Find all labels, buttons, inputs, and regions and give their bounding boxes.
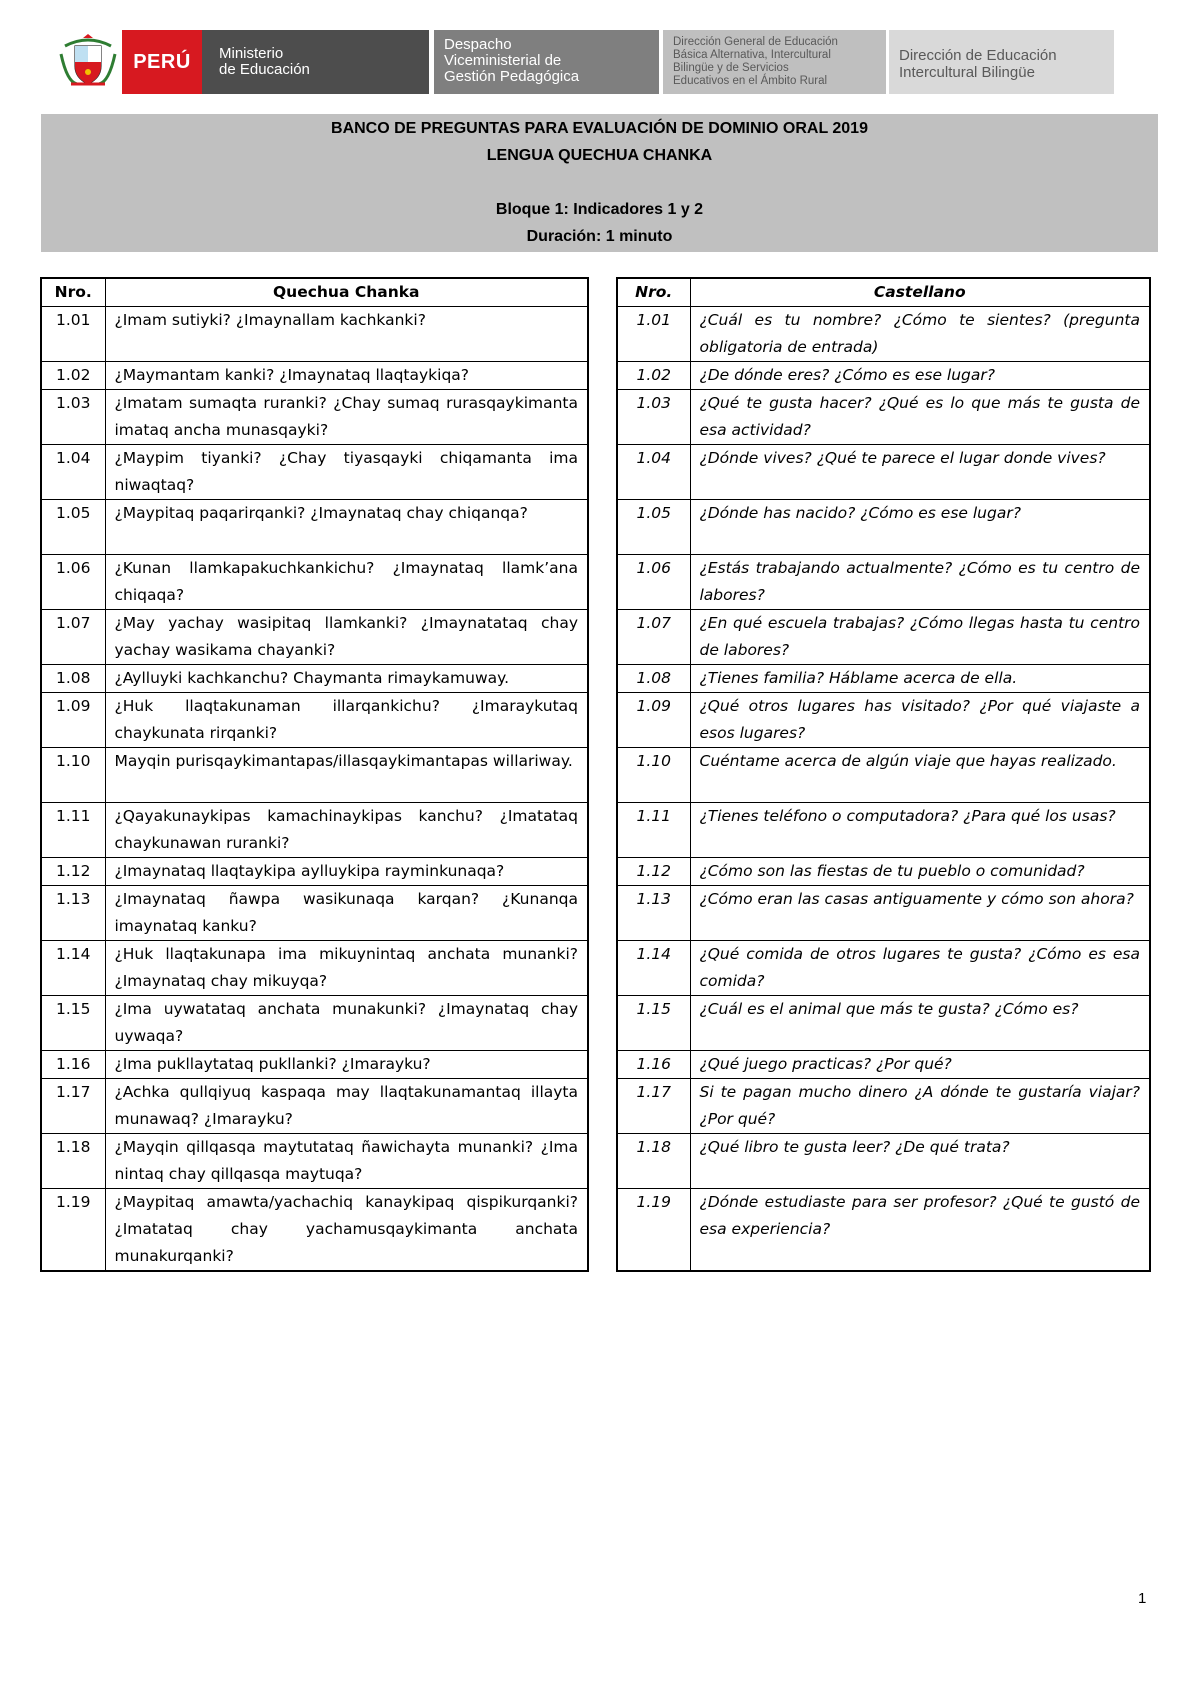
table-row: [41, 500, 588, 555]
ministerio-line-1: Ministerio: [219, 45, 284, 62]
question-text: ¿Cuál es tu nombre? ¿Cómo te sientes? (pregunta obligatoria de entrada): [690, 307, 1150, 362]
table-row: [41, 886, 588, 941]
deib-line-2: Intercultural Bilingüe: [899, 64, 1035, 81]
row-number: 1.16: [41, 1051, 105, 1079]
row-number: 1.12: [617, 858, 690, 886]
castellano-table: [616, 277, 1151, 1272]
question-text: Si te pagan mucho dinero ¿A dónde te gustaría viajar? ¿Por qué?: [690, 1079, 1150, 1134]
table-row: [617, 307, 1150, 362]
question-text: ¿Dónde vives? ¿Qué te parece el lugar donde vives?: [690, 445, 1150, 500]
row-number: 1.13: [41, 886, 105, 941]
row-number: 1.19: [41, 1189, 105, 1272]
row-number: 1.01: [41, 307, 105, 362]
table-row: [617, 1051, 1150, 1079]
question-text: ¿Dónde estudiaste para ser profesor? ¿Qué te gustó de esa experiencia?: [690, 1189, 1150, 1272]
table-row: [41, 803, 588, 858]
table-row: [41, 390, 588, 445]
table-header-row: [41, 278, 588, 307]
title-line-3: Bloque 1: Indicadores 1 y 2: [495, 201, 704, 218]
table-row: [617, 803, 1150, 858]
question-text: ¿Ima uywatataq anchata munakunki? ¿Imaynataq chay uywaqa?: [105, 996, 588, 1051]
direccion-eib-block: [889, 30, 1114, 94]
question-text: Mayqin purisqaykimantapas/illasqaykimantapas willariway.: [105, 748, 588, 803]
table-row: [41, 1051, 588, 1079]
question-text: ¿Qué comida de otros lugares te gusta? ¿Cómo es esa comida?: [690, 941, 1150, 996]
table-row: [617, 858, 1150, 886]
peru-coat-of-arms-icon: [57, 32, 119, 92]
column-header-nro: Nro.: [41, 278, 105, 307]
question-text: ¿Cómo son las fiestas de tu pueblo o comunidad?: [690, 858, 1150, 886]
header-logo-bar: [57, 30, 1117, 94]
table-row: [617, 886, 1150, 941]
table-row: [41, 665, 588, 693]
question-text: ¿Aylluyki kachkanchu? Chaymanta rimaykamuway.: [105, 665, 588, 693]
row-number: 1.06: [41, 555, 105, 610]
row-number: 1.09: [617, 693, 690, 748]
question-text: Cuéntame acerca de algún viaje que hayas realizado.: [690, 748, 1150, 803]
question-text: ¿Huk llaqtakunapa ima mikuynintaq anchata munanki? ¿Imaynataq chay mikuyqa?: [105, 941, 588, 996]
row-number: 1.17: [41, 1079, 105, 1134]
table-row: [617, 555, 1150, 610]
table-row: [617, 693, 1150, 748]
row-number: 1.13: [617, 886, 690, 941]
row-number: 1.02: [617, 362, 690, 390]
row-number: 1.04: [41, 445, 105, 500]
despacho-block: [434, 30, 659, 94]
question-text: ¿Cómo eran las casas antiguamente y cómo son ahora?: [690, 886, 1150, 941]
table-row: [617, 1079, 1150, 1134]
row-number: 1.07: [617, 610, 690, 665]
table-row: [617, 1134, 1150, 1189]
table-row: [617, 445, 1150, 500]
dgeb-line-2: Básica Alternativa, Intercultural: [673, 49, 831, 61]
question-text: ¿Imaynataq llaqtaykipa aylluykipa rayminkunaqa?: [105, 858, 588, 886]
row-number: 1.18: [41, 1134, 105, 1189]
question-text: ¿Imaynataq ñawpa wasikunaqa karqan? ¿Kunanqa imaynataq kanku?: [105, 886, 588, 941]
ministerio-line-2: de Educación: [219, 61, 310, 78]
row-number: 1.11: [41, 803, 105, 858]
row-number: 1.08: [41, 665, 105, 693]
table-row: [617, 941, 1150, 996]
question-text: ¿Maymantam kanki? ¿Imaynataq llaqtaykiqa?: [105, 362, 588, 390]
row-number: 1.17: [617, 1079, 690, 1134]
column-header-castellano: Castellano: [690, 278, 1150, 307]
row-number: 1.03: [41, 390, 105, 445]
table-row: [617, 1189, 1150, 1272]
peru-label: PERÚ: [122, 30, 202, 94]
table-row: [617, 996, 1150, 1051]
table-row: [41, 1189, 588, 1272]
table-row: [41, 555, 588, 610]
question-text: ¿Maypitaq amawta/yachachiq kanaykipaq qispikurqanki? ¿Imatataq chay yachamusqaykimanta anchata munakurqanki?: [105, 1189, 588, 1272]
despacho-line-2: Viceministerial de: [444, 52, 562, 69]
table-row: [41, 748, 588, 803]
table-row: [41, 941, 588, 996]
row-number: 1.19: [617, 1189, 690, 1272]
table-row: [617, 390, 1150, 445]
table-row: [41, 1079, 588, 1134]
table-row: [41, 693, 588, 748]
table-row: [41, 362, 588, 390]
table-row: [617, 748, 1150, 803]
row-number: 1.05: [617, 500, 690, 555]
question-text: ¿Qué otros lugares has visitado? ¿Por qué viajaste a esos lugares?: [690, 693, 1150, 748]
deib-line-1: Dirección de Educación: [899, 47, 1057, 64]
row-number: 1.18: [617, 1134, 690, 1189]
row-number: 1.14: [41, 941, 105, 996]
question-text: ¿Mayqin qillqasqa maytutataq ñawichayta munanki? ¿Ima nintaq chay qillqasqa maytuqa?: [105, 1134, 588, 1189]
question-text: ¿May yachay wasipitaq llamkanki? ¿Imaynatataq chay yachay wasikama chayanki?: [105, 610, 588, 665]
question-text: ¿Cuál es el animal que más te gusta? ¿Cómo es?: [690, 996, 1150, 1051]
question-text: ¿Maypim tiyanki? ¿Chay tiyasqayki chiqamanta ima niwaqtaq?: [105, 445, 588, 500]
direccion-general-block: [663, 30, 886, 94]
ministerio-block: [202, 30, 429, 94]
table-row: [41, 445, 588, 500]
row-number: 1.16: [617, 1051, 690, 1079]
row-number: 1.11: [617, 803, 690, 858]
row-number: 1.03: [617, 390, 690, 445]
table-row: [41, 1134, 588, 1189]
question-text: ¿Kunan llamkapakuchkankichu? ¿Imaynataq llamk’ana chiqaqa?: [105, 555, 588, 610]
page-number: 1: [1138, 1590, 1147, 1607]
question-text: ¿Imatam sumaqta ruranki? ¿Chay sumaq rurasqaykimanta imataq ancha munasqayki?: [105, 390, 588, 445]
row-number: 1.15: [41, 996, 105, 1051]
row-number: 1.01: [617, 307, 690, 362]
row-number: 1.10: [617, 748, 690, 803]
question-text: ¿Qué te gusta hacer? ¿Qué es lo que más te gusta de esa actividad?: [690, 390, 1150, 445]
dgeb-line-4: Educativos en el Ámbito Rural: [673, 75, 828, 87]
question-text: ¿Tienes teléfono o computadora? ¿Para qué los usas?: [690, 803, 1150, 858]
table-row: [617, 362, 1150, 390]
question-text: ¿Estás trabajando actualmente? ¿Cómo es tu centro de labores?: [690, 555, 1150, 610]
row-number: 1.10: [41, 748, 105, 803]
question-text: ¿Maypitaq paqarirqanki? ¿Imaynataq chay chiqanqa?: [105, 500, 588, 555]
question-text: ¿Dónde has nacido? ¿Cómo es ese lugar?: [690, 500, 1150, 555]
question-text: ¿Qué libro te gusta leer? ¿De qué trata?: [690, 1134, 1150, 1189]
table-row: [41, 610, 588, 665]
question-text: ¿Ima pukllaytataq pukllanki? ¿Imarayku?: [105, 1051, 588, 1079]
row-number: 1.12: [41, 858, 105, 886]
title-line-4: Duración: 1 minuto: [526, 228, 673, 245]
row-number: 1.09: [41, 693, 105, 748]
question-text: ¿De dónde eres? ¿Cómo es ese lugar?: [690, 362, 1150, 390]
question-text: ¿Qayakunaykipas kamachinaykipas kanchu? ¿Imatataq chaykunawan ruranki?: [105, 803, 588, 858]
column-header-nro: Nro.: [617, 278, 690, 307]
quechua-table: [40, 277, 589, 1272]
row-number: 1.06: [617, 555, 690, 610]
row-number: 1.14: [617, 941, 690, 996]
column-header-quechua: Quechua Chanka: [105, 278, 588, 307]
question-text: ¿Achka qullqiyuq kaspaqa may llaqtakunamantaq illayta munawaq? ¿Imarayku?: [105, 1079, 588, 1134]
row-number: 1.08: [617, 665, 690, 693]
question-text: ¿Qué juego practicas? ¿Por qué?: [690, 1051, 1150, 1079]
row-number: 1.02: [41, 362, 105, 390]
table-row: [41, 858, 588, 886]
row-number: 1.05: [41, 500, 105, 555]
despacho-line-3: Gestión Pedagógica: [444, 68, 580, 85]
table-header-row: [617, 278, 1150, 307]
title-line-1: BANCO DE PREGUNTAS PARA EVALUACIÓN DE DOMINIO ORAL 2019: [331, 120, 868, 137]
title-box: [41, 114, 1158, 252]
row-number: 1.15: [617, 996, 690, 1051]
title-line-2: LENGUA QUECHUA CHANKA: [486, 147, 713, 164]
question-text: ¿Tienes familia? Háblame acerca de ella.: [690, 665, 1150, 693]
despacho-line-1: Despacho: [444, 36, 512, 53]
question-text: ¿Imam sutiyki? ¿Imaynallam kachkanki?: [105, 307, 588, 362]
question-text: ¿Huk llaqtakunaman illarqankichu? ¿Imaraykutaq chaykunata rirqanki?: [105, 693, 588, 748]
row-number: 1.07: [41, 610, 105, 665]
table-row: [41, 307, 588, 362]
dgeb-line-1: Dirección General de Educación: [673, 36, 838, 48]
question-text: ¿En qué escuela trabajas? ¿Cómo llegas hasta tu centro de labores?: [690, 610, 1150, 665]
dgeb-line-3: Bilingüe y de Servicios: [673, 62, 789, 74]
table-row: [41, 996, 588, 1051]
table-row: [617, 500, 1150, 555]
row-number: 1.04: [617, 445, 690, 500]
table-row: [617, 610, 1150, 665]
table-row: [617, 665, 1150, 693]
